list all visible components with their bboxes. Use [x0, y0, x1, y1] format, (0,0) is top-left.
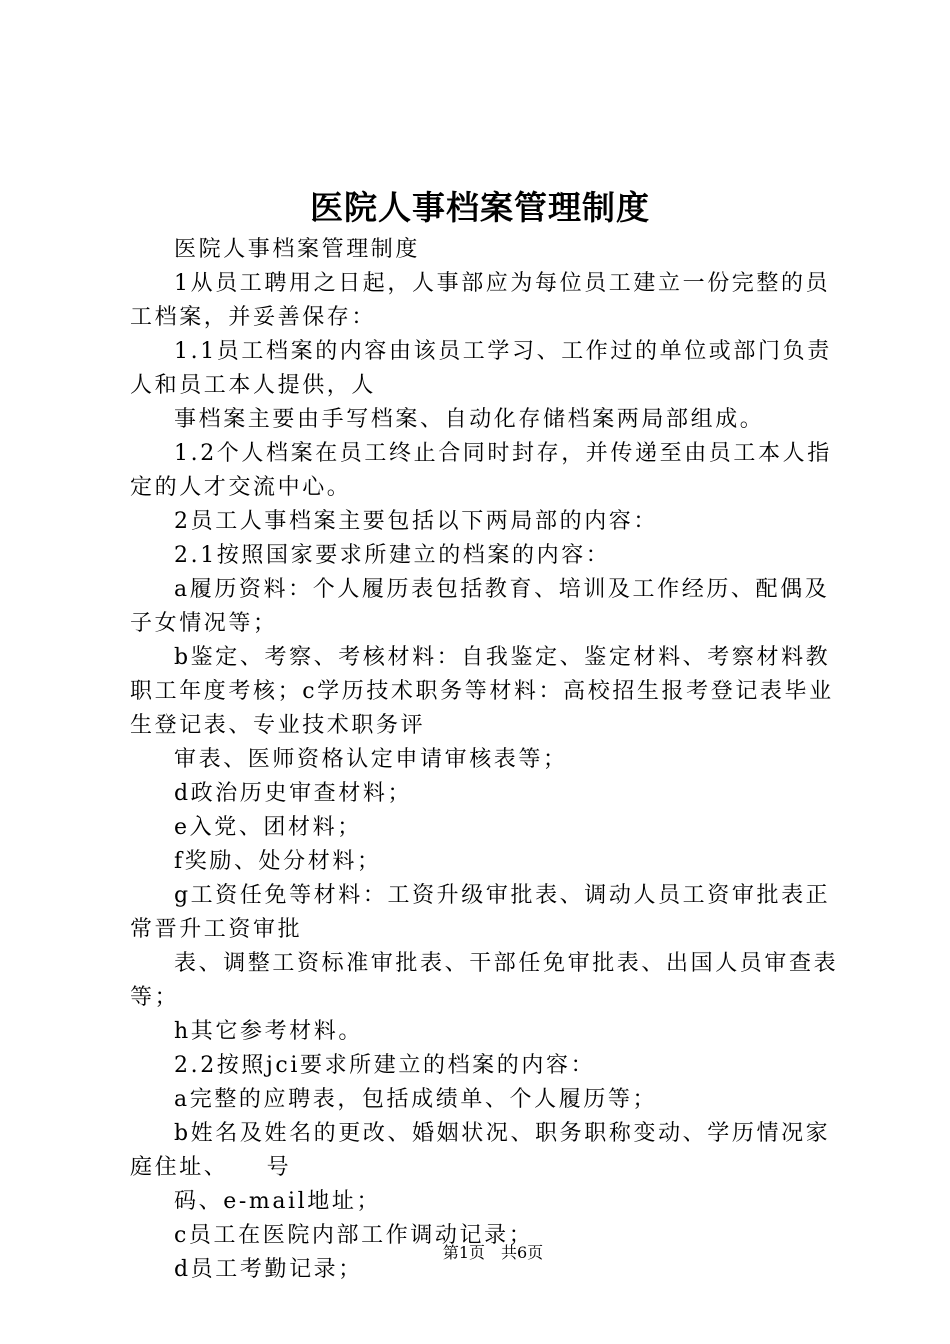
paragraph: 表、调整工资标准审批表、干部任免审批表、出国人员审查表等； — [130, 951, 839, 1010]
paragraph: 码、e-mail地址； — [174, 1189, 382, 1214]
paragraph: d政治历史审查材料； — [174, 781, 413, 806]
paragraph: 2.1按照国家要求所建立的档案的内容： — [174, 543, 611, 568]
document-title: 医院人事档案管理制度 — [310, 188, 650, 227]
paragraph: 医院人事档案管理制度 — [174, 237, 421, 262]
paragraph: c员工在医院内部工作调动记录； — [174, 1223, 534, 1248]
page-footer: 第1页 共6页 — [442, 1243, 544, 1262]
paragraph: 1.1员工档案的内容由该员工学习、工作过的单位或部门负责人和员工本人提供，人 — [130, 339, 832, 398]
paragraph: 2员工人事档案主要包括以下两局部的内容： — [174, 509, 658, 534]
paragraph: a履历资料：个人履历表包括教育、培训及工作经历、配偶及子女情况等； — [130, 577, 830, 636]
paragraph: g工资任免等材料：工资升级审批表、调动人员工资审批表正常晋升工资审批 — [130, 883, 831, 942]
paragraph: 事档案主要由手写档案、自动化存储档案两局部组成。 — [174, 407, 765, 432]
paragraph: 1.2个人档案在员工终止合同时封存，并传递至由员工本人指定的人才交流中心。 — [130, 441, 832, 500]
paragraph: 1从员工聘用之日起，人事部应为每位员工建立一份完整的员工档案，并妥善保存： — [130, 271, 831, 330]
paragraph: 审表、医师资格认定申请审核表等； — [174, 747, 568, 772]
paragraph: a完整的应聘表，包括成绩单、个人履历等； — [174, 1087, 658, 1112]
paragraph: f奖励、处分材料； — [174, 849, 382, 874]
paragraph: b姓名及姓名的更改、婚姻状况、职务职称变动、学历情况家庭住址、 号 — [130, 1121, 831, 1180]
paragraph: d员工考勤记录； — [174, 1257, 363, 1282]
paragraph: 2.2按照jci要求所建立的档案的内容： — [174, 1053, 596, 1078]
paragraph: e入党、团材料； — [174, 815, 362, 840]
paragraph: h其它参考材料。 — [174, 1019, 363, 1044]
document-body — [130, 233, 840, 1287]
paragraph: b鉴定、考察、考核材料：自我鉴定、鉴定材料、考察材料教职工年度考核；c学历技术职务等材料：高校招生报考登记表毕业生登记表、专业技术职务评 — [130, 645, 834, 738]
